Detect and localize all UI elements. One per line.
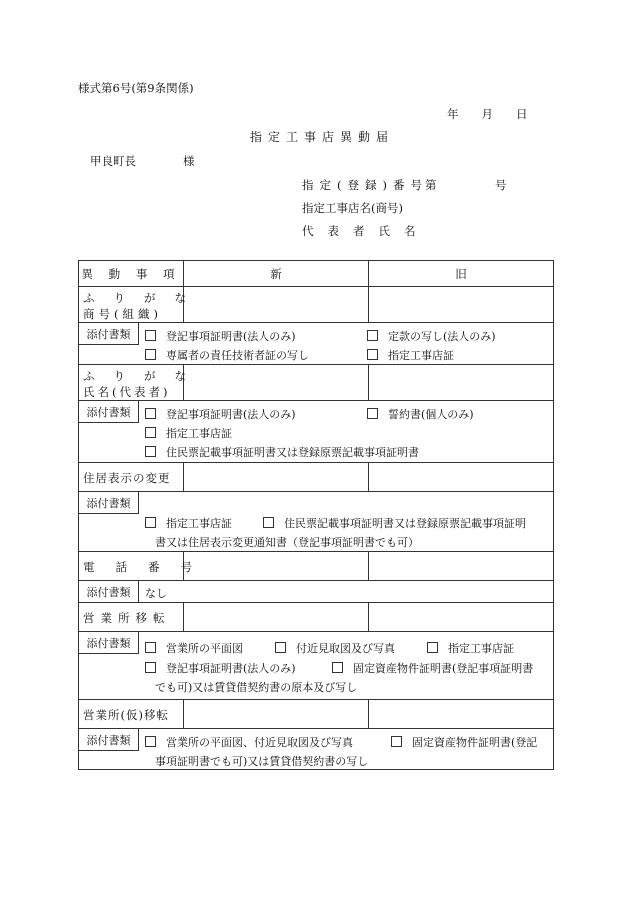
shop-name-label: 指定工事店名(商号) xyxy=(302,201,403,215)
doc-label: 添付書類 xyxy=(79,401,139,423)
doc-item[interactable]: 登記事項証明書(法人のみ) xyxy=(145,328,296,344)
checkbox[interactable] xyxy=(145,330,156,341)
header-item: 異 動 事 項 xyxy=(79,261,184,286)
person-name-new[interactable] xyxy=(184,365,369,400)
row-docs-name xyxy=(79,400,553,462)
doc-item-continued: でも可)又は賃貸借契約書の原本及び写し xyxy=(155,681,358,694)
doc-item[interactable]: 住民票記載事項証明書又は登録原票記載事項証明 xyxy=(263,515,526,531)
doc-item[interactable]: 専属者の責任技術者証の写し xyxy=(145,347,309,363)
form-number: 様式第6号(第9条関係) xyxy=(78,81,194,95)
doc-item[interactable]: 登記事項証明書(法人のみ) xyxy=(145,660,296,676)
office-temp-move-label: 営業所(仮)移転 xyxy=(83,708,169,722)
doc-label: 添付書類 xyxy=(79,581,139,603)
doc-item[interactable]: 固定資産物件証明書(登記事項証明書 xyxy=(332,660,533,676)
row-office-temp-move xyxy=(79,699,553,728)
address-new[interactable] xyxy=(184,463,369,491)
reg-number-prefix: 第 xyxy=(425,178,437,192)
doc-item[interactable]: 指定工事店証 xyxy=(367,347,454,363)
doc-item[interactable]: 指定工事店証 xyxy=(427,640,514,656)
row-docs-office xyxy=(79,631,553,699)
checkbox[interactable] xyxy=(367,349,378,360)
header-old: 旧 xyxy=(455,266,467,281)
person-name-label: 氏名(代表者) xyxy=(83,385,171,399)
checkbox[interactable] xyxy=(275,642,286,653)
doc-label: 添付書類 xyxy=(79,729,139,751)
row-docs-shop xyxy=(79,322,553,364)
doc-item-continued: 書又は住居表示変更通知書（登記事項証明書でも可） xyxy=(155,536,419,549)
checkbox[interactable] xyxy=(332,662,343,673)
furigana-label: ふりがな xyxy=(83,369,205,383)
change-form-table xyxy=(78,260,554,770)
checkbox[interactable] xyxy=(145,349,156,360)
checkbox[interactable] xyxy=(145,408,156,419)
shop-name-new[interactable] xyxy=(184,287,369,322)
doc-item[interactable]: 指定工事店証 xyxy=(145,425,232,441)
row-address-change xyxy=(79,462,553,491)
person-name-old[interactable] xyxy=(369,365,553,400)
address-change-label: 住居表示の変更 xyxy=(83,471,171,485)
doc-item[interactable]: 固定資産物件証明書(登記 xyxy=(391,734,537,750)
doc-item[interactable]: 登記事項証明書(法人のみ) xyxy=(145,406,296,422)
header-new: 新 xyxy=(184,261,369,286)
doc-item[interactable]: 付近見取図及び写真 xyxy=(275,640,395,656)
shop-name-old[interactable] xyxy=(369,287,553,322)
doc-label: 添付書類 xyxy=(79,323,139,345)
address-old[interactable] xyxy=(369,463,553,491)
checkbox[interactable] xyxy=(391,736,402,747)
phone-old[interactable] xyxy=(369,552,553,580)
honorific: 様 xyxy=(183,154,195,168)
checkbox[interactable] xyxy=(263,517,274,528)
representative-label: 代表者氏名 xyxy=(302,224,430,238)
row-phone xyxy=(79,551,553,580)
addressee: 甲良町長 xyxy=(90,154,136,168)
office-move-label: 営業所移転 xyxy=(83,611,171,625)
reg-number-suffix: 号 xyxy=(495,178,507,192)
checkbox[interactable] xyxy=(145,662,156,673)
checkbox[interactable] xyxy=(145,642,156,653)
doc-item[interactable]: 誓約書(個人のみ) xyxy=(367,406,474,422)
doc-none: なし xyxy=(145,587,167,600)
doc-item[interactable]: 定款の写し(法人のみ) xyxy=(367,328,496,344)
table-header-row xyxy=(79,261,553,286)
doc-label: 添付書類 xyxy=(79,632,139,654)
checkbox[interactable] xyxy=(367,408,378,419)
checkbox[interactable] xyxy=(427,642,438,653)
shop-name-label-cell: 商号(組織) xyxy=(83,307,162,321)
office-new[interactable] xyxy=(184,603,369,631)
row-docs-address xyxy=(79,491,553,551)
doc-item-continued: 事項証明書でも可)又は賃貸借契約書の写し xyxy=(155,755,369,768)
row-docs-phone xyxy=(79,580,553,602)
doc-label: 添付書類 xyxy=(79,492,139,514)
doc-item[interactable]: 住民票記載事項証明書又は登録原票記載事項証明書 xyxy=(145,444,419,460)
phone-label: 電話番号 xyxy=(83,560,213,574)
doc-item[interactable]: 指定工事店証 xyxy=(145,515,232,531)
row-docs-temp xyxy=(79,728,553,769)
checkbox[interactable] xyxy=(145,517,156,528)
row-shop-name xyxy=(79,286,553,322)
row-office-move xyxy=(79,602,553,631)
office-temp-old[interactable] xyxy=(369,700,553,728)
checkbox[interactable] xyxy=(145,427,156,438)
checkbox[interactable] xyxy=(145,736,156,747)
office-temp-new[interactable] xyxy=(184,700,369,728)
row-person-name xyxy=(79,364,553,400)
date-line: 年 月 日 xyxy=(447,107,528,121)
reg-number-label: 指定(登録)番号 xyxy=(302,178,428,192)
furigana-label: ふりがな xyxy=(83,291,205,305)
doc-item[interactable]: 営業所の平面図 xyxy=(145,640,243,656)
phone-new[interactable] xyxy=(184,552,369,580)
doc-item[interactable]: 営業所の平面図、付近見取図及び写真 xyxy=(145,734,353,750)
checkbox[interactable] xyxy=(367,330,378,341)
page-title: 指定工事店異動届 xyxy=(250,130,395,144)
checkbox[interactable] xyxy=(145,446,156,457)
office-old[interactable] xyxy=(369,603,553,631)
